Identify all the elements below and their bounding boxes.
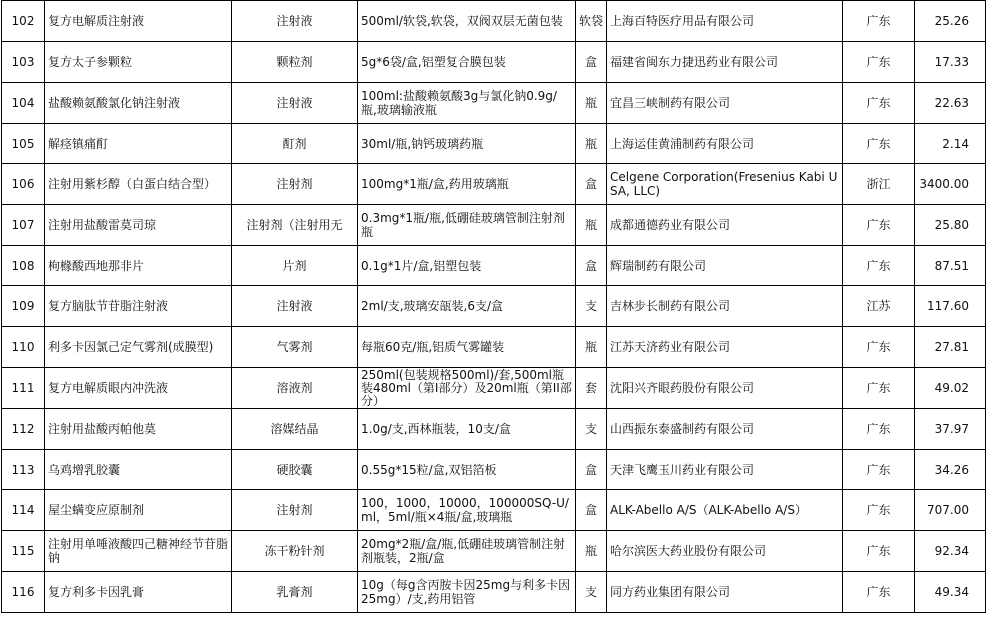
unit-cell: 支 <box>576 286 607 327</box>
province-cell: 浙江 <box>843 164 915 205</box>
manufacturer-cell: 福建省闽东力捷迅药业有限公司 <box>607 42 843 83</box>
unit-cell: 盒 <box>576 164 607 205</box>
price-cell: 3400.00 <box>915 164 986 205</box>
unit-cell: 瓶 <box>576 83 607 124</box>
table-row <box>2 572 986 613</box>
specification-cell: 2ml/支,玻璃安瓿装,6支/盒 <box>358 286 576 327</box>
unit-cell: 套 <box>576 368 607 409</box>
specification-cell: 100ml:盐酸赖氨酸3g与氯化钠0.9g/瓶,玻璃输液瓶 <box>358 83 576 124</box>
unit-cell: 支 <box>576 572 607 613</box>
specification-cell: 0.1g*1片/盒,铝塑包装 <box>358 246 576 286</box>
dosage-form-cell: 溶媒结晶 <box>232 409 358 450</box>
drug-name-cell: 注射用盐酸雷莫司琼 <box>45 205 232 246</box>
table-row <box>2 124 986 164</box>
dosage-form-cell: 片剂 <box>232 246 358 286</box>
province-cell: 广东 <box>843 83 915 124</box>
row-number-cell: 103 <box>2 42 45 83</box>
manufacturer-cell: 宜昌三峡制药有限公司 <box>607 83 843 124</box>
dosage-form-cell: 注射液 <box>232 83 358 124</box>
specification-cell: 0.3mg*1瓶/瓶,低硼硅玻璃管制注射剂瓶 <box>358 205 576 246</box>
specification-cell: 100mg*1瓶/盒,药用玻璃瓶 <box>358 164 576 205</box>
dosage-form-cell: 硬胶囊 <box>232 450 358 490</box>
dosage-form-cell: 注射剂 <box>232 164 358 205</box>
specification-cell: 250ml(包装规格500ml)/套,500ml瓶装480ml（第I部分）及20ml瓶（第II部分） <box>358 368 576 409</box>
price-cell: 49.34 <box>915 572 986 613</box>
price-cell: 25.26 <box>915 1 986 42</box>
drug-name-cell: 盐酸赖氨酸氯化钠注射液 <box>45 83 232 124</box>
price-cell: 87.51 <box>915 246 986 286</box>
manufacturer-cell: 辉瑞制药有限公司 <box>607 246 843 286</box>
province-cell: 江苏 <box>843 286 915 327</box>
drug-price-table <box>1 0 986 613</box>
province-cell: 广东 <box>843 246 915 286</box>
specification-cell: 20mg*2瓶/盒/瓶,低硼硅玻璃管制注射剂瓶装，2瓶/盒 <box>358 531 576 572</box>
province-cell: 广东 <box>843 1 915 42</box>
price-cell: 37.97 <box>915 409 986 450</box>
row-number-cell: 109 <box>2 286 45 327</box>
row-number-cell: 102 <box>2 1 45 42</box>
province-cell: 广东 <box>843 368 915 409</box>
specification-cell: 每瓶60克/瓶,铝质气雾罐装 <box>358 327 576 368</box>
price-cell: 34.26 <box>915 450 986 490</box>
unit-cell: 盒 <box>576 246 607 286</box>
price-cell: 22.63 <box>915 83 986 124</box>
unit-cell: 瓶 <box>576 205 607 246</box>
manufacturer-cell: 上海百特医疗用品有限公司 <box>607 1 843 42</box>
dosage-form-cell: 冻干粉针剂 <box>232 531 358 572</box>
row-number-cell: 110 <box>2 327 45 368</box>
specification-cell: 5g*6袋/盒,铝塑复合膜包装 <box>358 42 576 83</box>
province-cell: 广东 <box>843 572 915 613</box>
price-cell: 117.60 <box>915 286 986 327</box>
dosage-form-cell: 气雾剂 <box>232 327 358 368</box>
row-number-cell: 105 <box>2 124 45 164</box>
price-cell: 49.02 <box>915 368 986 409</box>
specification-cell: 30ml/瓶,钠钙玻璃药瓶 <box>358 124 576 164</box>
province-cell: 广东 <box>843 42 915 83</box>
row-number-cell: 112 <box>2 409 45 450</box>
table-row <box>2 490 986 531</box>
unit-cell: 盒 <box>576 42 607 83</box>
dosage-form-cell: 颗粒剂 <box>232 42 358 83</box>
drug-name-cell: 复方太子参颗粒 <box>45 42 232 83</box>
dosage-form-cell: 注射液 <box>232 286 358 327</box>
table-row <box>2 1 986 42</box>
row-number-cell: 113 <box>2 450 45 490</box>
price-cell: 17.33 <box>915 42 986 83</box>
drug-name-cell: 利多卡因氯己定气雾剂(成膜型) <box>45 327 232 368</box>
row-number-cell: 108 <box>2 246 45 286</box>
table-row <box>2 409 986 450</box>
drug-name-cell: 注射用单唾液酸四己糖神经节苷脂钠 <box>45 531 232 572</box>
dosage-form-cell: 酊剂 <box>232 124 358 164</box>
manufacturer-cell: ALK-Abello A/S（ALK-Abello A/S） <box>607 490 843 531</box>
specification-cell: 100，1000，10000，100000SQ-U/ml，5ml/瓶×4瓶/盒,玻璃瓶 <box>358 490 576 531</box>
drug-name-cell: 注射用紫杉醇（白蛋白结合型） <box>45 164 232 205</box>
table-row <box>2 205 986 246</box>
specification-cell: 500ml/软袋,软袋，双阀双层无菌包装 <box>358 1 576 42</box>
dosage-form-cell: 注射剂（注射用无 <box>232 205 358 246</box>
drug-name-cell: 复方电解质注射液 <box>45 1 232 42</box>
price-cell: 27.81 <box>915 327 986 368</box>
price-cell: 25.80 <box>915 205 986 246</box>
unit-cell: 瓶 <box>576 124 607 164</box>
manufacturer-cell: 沈阳兴齐眼药股份有限公司 <box>607 368 843 409</box>
drug-name-cell: 复方利多卡因乳膏 <box>45 572 232 613</box>
province-cell: 广东 <box>843 205 915 246</box>
table-row <box>2 42 986 83</box>
price-cell: 707.00 <box>915 490 986 531</box>
specification-cell: 10g（每g含丙胺卡因25mg与利多卡因25mg）/支,药用铝管 <box>358 572 576 613</box>
drug-name-cell: 解痉镇痛酊 <box>45 124 232 164</box>
row-number-cell: 104 <box>2 83 45 124</box>
manufacturer-cell: 同方药业集团有限公司 <box>607 572 843 613</box>
dosage-form-cell: 乳膏剂 <box>232 572 358 613</box>
specification-cell: 0.55g*15粒/盒,双铝箔板 <box>358 450 576 490</box>
row-number-cell: 114 <box>2 490 45 531</box>
drug-name-cell: 注射用盐酸丙帕他莫 <box>45 409 232 450</box>
unit-cell: 盒 <box>576 490 607 531</box>
drug-name-cell: 屋尘螨变应原制剂 <box>45 490 232 531</box>
table-row <box>2 246 986 286</box>
province-cell: 广东 <box>843 409 915 450</box>
drug-name-cell: 乌鸡增乳胶囊 <box>45 450 232 490</box>
manufacturer-cell: 吉林步长制药有限公司 <box>607 286 843 327</box>
drug-name-cell: 枸橼酸西地那非片 <box>45 246 232 286</box>
row-number-cell: 106 <box>2 164 45 205</box>
table-row <box>2 164 986 205</box>
province-cell: 广东 <box>843 327 915 368</box>
dosage-form-cell: 注射液 <box>232 1 358 42</box>
manufacturer-cell: 天津飞鹰玉川药业有限公司 <box>607 450 843 490</box>
dosage-form-cell: 溶液剂 <box>232 368 358 409</box>
row-number-cell: 111 <box>2 368 45 409</box>
table-row <box>2 286 986 327</box>
province-cell: 广东 <box>843 124 915 164</box>
manufacturer-cell: 哈尔滨医大药业股份有限公司 <box>607 531 843 572</box>
table-row <box>2 327 986 368</box>
price-cell: 2.14 <box>915 124 986 164</box>
table-row <box>2 368 986 409</box>
table-row <box>2 531 986 572</box>
province-cell: 广东 <box>843 531 915 572</box>
price-cell: 92.34 <box>915 531 986 572</box>
manufacturer-cell: 成都通德药业有限公司 <box>607 205 843 246</box>
unit-cell: 盒 <box>576 450 607 490</box>
province-cell: 广东 <box>843 490 915 531</box>
dosage-form-cell: 注射剂 <box>232 490 358 531</box>
manufacturer-cell: 江苏天济药业有限公司 <box>607 327 843 368</box>
province-cell: 广东 <box>843 450 915 490</box>
table-body <box>2 1 986 613</box>
table-row <box>2 450 986 490</box>
manufacturer-cell: 山西振东泰盛制药有限公司 <box>607 409 843 450</box>
drug-name-cell: 复方电解质眼内冲洗液 <box>45 368 232 409</box>
unit-cell: 瓶 <box>576 531 607 572</box>
row-number-cell: 116 <box>2 572 45 613</box>
drug-name-cell: 复方脑肽节苷脂注射液 <box>45 286 232 327</box>
unit-cell: 瓶 <box>576 327 607 368</box>
table-row <box>2 83 986 124</box>
manufacturer-cell: Celgene Corporation(Fresenius Kabi USA, LLC) <box>607 164 843 205</box>
row-number-cell: 107 <box>2 205 45 246</box>
row-number-cell: 115 <box>2 531 45 572</box>
unit-cell: 软袋 <box>576 1 607 42</box>
unit-cell: 支 <box>576 409 607 450</box>
specification-cell: 1.0g/支,西林瓶装，10支/盒 <box>358 409 576 450</box>
manufacturer-cell: 上海运佳黄浦制药有限公司 <box>607 124 843 164</box>
